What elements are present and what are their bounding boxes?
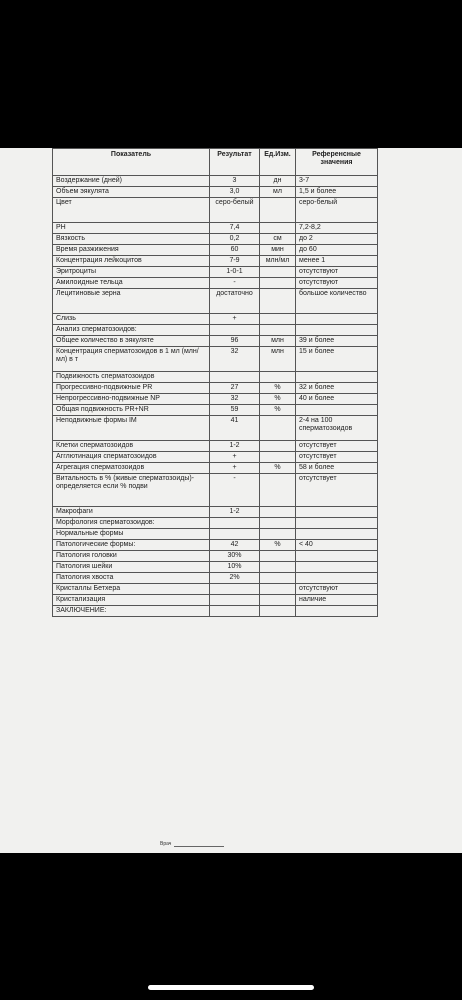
- header-result: Результат: [210, 149, 260, 176]
- cell-unit: [260, 595, 296, 606]
- cell-result: 7,4: [210, 223, 260, 234]
- cell-result: -: [210, 278, 260, 289]
- cell-result: [210, 595, 260, 606]
- cell-param: Воздержание (дней): [53, 176, 210, 187]
- cell-unit: дн: [260, 176, 296, 187]
- cell-result: 96: [210, 336, 260, 347]
- cell-result: 3: [210, 176, 260, 187]
- cell-param: Объем эякулята: [53, 187, 210, 198]
- cell-ref: большое количество: [296, 289, 378, 314]
- cell-param: PH: [53, 223, 210, 234]
- cell-ref: [296, 507, 378, 518]
- cell-param: Цвет: [53, 198, 210, 223]
- cell-param: Витальность в % (живые сперматозоиды)- определяется если % подви: [53, 474, 210, 507]
- table-row: [53, 416, 378, 441]
- table-row: [53, 289, 378, 314]
- cell-param: Неподвижные формы IM: [53, 416, 210, 441]
- cell-ref: отсутствуют: [296, 584, 378, 595]
- cell-result: [210, 372, 260, 383]
- table-row: [53, 223, 378, 234]
- cell-unit: [260, 562, 296, 573]
- cell-ref: отсутствует: [296, 474, 378, 507]
- cell-result: 60: [210, 245, 260, 256]
- table-row: [53, 540, 378, 551]
- cell-ref: 15 и более: [296, 347, 378, 372]
- cell-result: 41: [210, 416, 260, 441]
- table-row: [53, 372, 378, 383]
- table-body: [53, 176, 378, 617]
- table-row: [53, 518, 378, 529]
- table-row: [53, 463, 378, 474]
- header-ref: Референсные значения: [296, 149, 378, 176]
- header-param: Показатель: [53, 149, 210, 176]
- table-row: [53, 347, 378, 372]
- cell-unit: [260, 325, 296, 336]
- cell-result: 0,2: [210, 234, 260, 245]
- header-unit: Ед.Изм.: [260, 149, 296, 176]
- cell-param: Концентрация сперматозоидов в 1 мл (млн/мл) в т: [53, 347, 210, 372]
- table-row: [53, 452, 378, 463]
- cell-result: 32: [210, 347, 260, 372]
- cell-result: 1-0-1: [210, 267, 260, 278]
- cell-ref: [296, 551, 378, 562]
- cell-result: +: [210, 314, 260, 325]
- table-row: [53, 234, 378, 245]
- cell-unit: млн: [260, 347, 296, 372]
- cell-ref: 2-4 на 100 сперматозоидов: [296, 416, 378, 441]
- cell-unit: [260, 416, 296, 441]
- table-row: [53, 584, 378, 595]
- table-row: [53, 551, 378, 562]
- cell-param: Агрегация сперматозоидов: [53, 463, 210, 474]
- cell-param: ЗАКЛЮЧЕНИЕ:: [53, 606, 210, 617]
- cell-unit: мин: [260, 245, 296, 256]
- cell-ref: отсутствует: [296, 441, 378, 452]
- cell-ref: 39 и более: [296, 336, 378, 347]
- cell-ref: 1,5 и более: [296, 187, 378, 198]
- cell-result: 59: [210, 405, 260, 416]
- table-row: [53, 314, 378, 325]
- cell-param: Прогрессивно-подвижные PR: [53, 383, 210, 394]
- cell-ref: отсутствуют: [296, 278, 378, 289]
- cell-ref: [296, 562, 378, 573]
- cell-param: Нормальные формы: [53, 529, 210, 540]
- cell-unit: [260, 289, 296, 314]
- cell-param: Подвижность сперматозоидов: [53, 372, 210, 383]
- cell-unit: [260, 223, 296, 234]
- cell-ref: отсутствуют: [296, 267, 378, 278]
- cell-ref: 7,2-8,2: [296, 223, 378, 234]
- cell-unit: млн: [260, 336, 296, 347]
- table-row: [53, 562, 378, 573]
- table-row: [53, 267, 378, 278]
- cell-param: Морфология сперматозоидов:: [53, 518, 210, 529]
- cell-result: 7-9: [210, 256, 260, 267]
- cell-unit: %: [260, 383, 296, 394]
- cell-result: 10%: [210, 562, 260, 573]
- cell-param: Макрофаги: [53, 507, 210, 518]
- table-row: [53, 441, 378, 452]
- cell-unit: [260, 474, 296, 507]
- cell-ref: серо-белый: [296, 198, 378, 223]
- table-row: [53, 383, 378, 394]
- cell-ref: менее 1: [296, 256, 378, 267]
- cell-unit: [260, 372, 296, 383]
- semen-analysis-table: [52, 148, 378, 617]
- cell-param: Вязкость: [53, 234, 210, 245]
- cell-ref: [296, 372, 378, 383]
- cell-result: 1-2: [210, 441, 260, 452]
- cell-param: Амилоидные тельца: [53, 278, 210, 289]
- table-row: [53, 198, 378, 223]
- cell-unit: [260, 584, 296, 595]
- table-row: [53, 325, 378, 336]
- cell-unit: [260, 267, 296, 278]
- cell-param: Патология шейки: [53, 562, 210, 573]
- table-row: [53, 176, 378, 187]
- cell-ref: [296, 529, 378, 540]
- table-row: [53, 606, 378, 617]
- cell-param: Патология хвоста: [53, 573, 210, 584]
- cell-param: Концентрация лейкоцитов: [53, 256, 210, 267]
- table-row: [53, 394, 378, 405]
- cell-unit: %: [260, 394, 296, 405]
- cell-param: Слизь: [53, 314, 210, 325]
- cell-param: Клетки сперматозоидов: [53, 441, 210, 452]
- cell-ref: [296, 405, 378, 416]
- cell-param: Общее количество в эякуляте: [53, 336, 210, 347]
- table-row: [53, 507, 378, 518]
- cell-result: +: [210, 452, 260, 463]
- signature-underline: [174, 842, 224, 847]
- cell-unit: %: [260, 463, 296, 474]
- cell-result: 42: [210, 540, 260, 551]
- table-row: [53, 256, 378, 267]
- cell-ref: до 60: [296, 245, 378, 256]
- cell-result: [210, 518, 260, 529]
- cell-result: 27: [210, 383, 260, 394]
- cell-unit: мл: [260, 187, 296, 198]
- table-header-row: [53, 149, 378, 176]
- cell-unit: %: [260, 405, 296, 416]
- cell-result: [210, 325, 260, 336]
- cell-unit: [260, 441, 296, 452]
- cell-ref: < 40: [296, 540, 378, 551]
- table-row: [53, 405, 378, 416]
- cell-result: 30%: [210, 551, 260, 562]
- cell-param: Агглютинация сперматозоидов: [53, 452, 210, 463]
- cell-result: [210, 529, 260, 540]
- cell-param: Лецитиновые зерна: [53, 289, 210, 314]
- signature-line: [160, 841, 224, 847]
- cell-ref: отсутствует: [296, 452, 378, 463]
- cell-ref: 3-7: [296, 176, 378, 187]
- table-row: [53, 278, 378, 289]
- home-indicator[interactable]: [148, 985, 314, 990]
- cell-unit: [260, 198, 296, 223]
- cell-ref: наличие: [296, 595, 378, 606]
- cell-param: Кристализация: [53, 595, 210, 606]
- cell-result: 32: [210, 394, 260, 405]
- cell-result: -: [210, 474, 260, 507]
- cell-result: достаточно: [210, 289, 260, 314]
- cell-unit: [260, 573, 296, 584]
- cell-ref: [296, 518, 378, 529]
- cell-ref: [296, 606, 378, 617]
- cell-unit: [260, 551, 296, 562]
- cell-ref: [296, 314, 378, 325]
- cell-result: +: [210, 463, 260, 474]
- cell-param: Время разжижения: [53, 245, 210, 256]
- cell-param: Кристаллы Бетхера: [53, 584, 210, 595]
- cell-unit: см: [260, 234, 296, 245]
- cell-param: Патологические формы:: [53, 540, 210, 551]
- cell-result: 1-2: [210, 507, 260, 518]
- cell-param: Анализ сперматозоидов:: [53, 325, 210, 336]
- table-row: [53, 336, 378, 347]
- cell-unit: [260, 278, 296, 289]
- table-row: [53, 529, 378, 540]
- cell-unit: млн/мл: [260, 256, 296, 267]
- cell-ref: 32 и более: [296, 383, 378, 394]
- cell-unit: [260, 314, 296, 325]
- cell-ref: 40 и более: [296, 394, 378, 405]
- table-row: [53, 245, 378, 256]
- cell-ref: [296, 325, 378, 336]
- cell-result: серо-белый: [210, 198, 260, 223]
- cell-unit: [260, 518, 296, 529]
- cell-result: [210, 584, 260, 595]
- table-row: [53, 595, 378, 606]
- document-page: [0, 148, 462, 853]
- cell-result: [210, 606, 260, 617]
- cell-result: 3,0: [210, 187, 260, 198]
- cell-ref: 58 и более: [296, 463, 378, 474]
- cell-param: Эритроциты: [53, 267, 210, 278]
- cell-param: Патология головки: [53, 551, 210, 562]
- table-row: [53, 474, 378, 507]
- cell-result: 2%: [210, 573, 260, 584]
- cell-unit: [260, 529, 296, 540]
- cell-unit: [260, 606, 296, 617]
- cell-param: Общая подвижность PR+NR: [53, 405, 210, 416]
- signature-label: Врач: [160, 841, 172, 847]
- table-row: [53, 187, 378, 198]
- cell-unit: %: [260, 540, 296, 551]
- cell-ref: [296, 573, 378, 584]
- cell-param: Непрогрессивно-подвижные NP: [53, 394, 210, 405]
- cell-unit: [260, 452, 296, 463]
- cell-unit: [260, 507, 296, 518]
- cell-ref: до 2: [296, 234, 378, 245]
- table-row: [53, 573, 378, 584]
